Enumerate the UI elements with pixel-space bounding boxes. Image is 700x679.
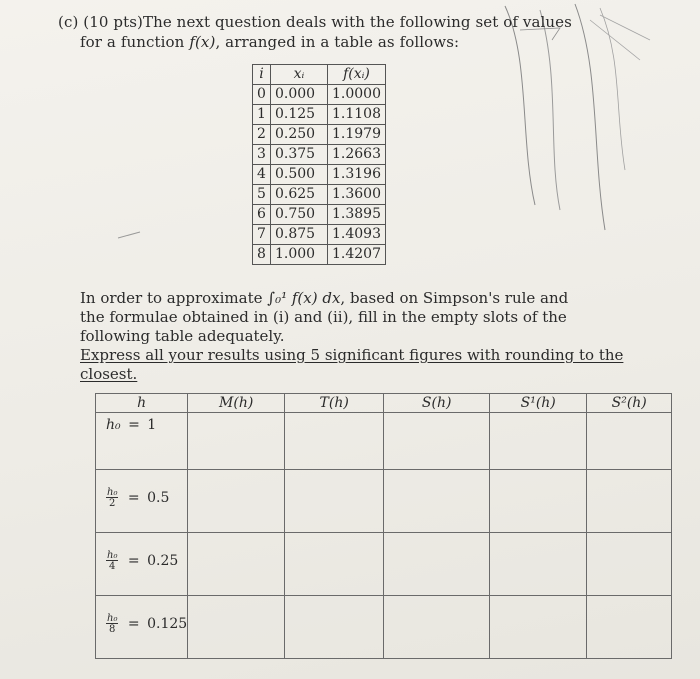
header-midpoint: M(h) <box>188 394 285 413</box>
fraction-denominator: 4 <box>109 561 116 572</box>
header-h: h <box>96 394 188 413</box>
h-fraction <box>106 614 118 634</box>
equals-sign: = <box>127 553 140 569</box>
instruction-text: , based on Simpson's rule and <box>340 289 569 307</box>
values-table-row <box>253 105 386 125</box>
answer-cell-S1[interactable] <box>490 413 587 470</box>
question-heading <box>58 12 578 52</box>
f-value: 1.3600 <box>328 185 386 205</box>
answer-cell-S[interactable] <box>384 596 490 659</box>
results-table-header <box>96 394 672 413</box>
equals-sign: = <box>128 417 140 433</box>
header-x: xᵢ <box>271 65 328 85</box>
answer-cell-M[interactable] <box>188 596 285 659</box>
answer-cell-S2[interactable] <box>587 596 672 659</box>
h-fraction <box>106 488 118 508</box>
row-index: 6 <box>253 205 271 225</box>
values-table <box>252 64 386 265</box>
row-index: 5 <box>253 185 271 205</box>
x-value: 0.000 <box>271 85 328 105</box>
results-row-h0-over-2 <box>96 470 672 533</box>
fraction-numerator: h₀ <box>107 487 118 498</box>
values-table-row <box>253 225 386 245</box>
x-value: 0.125 <box>271 105 328 125</box>
row-index: 4 <box>253 165 271 185</box>
results-row-h0-over-4 <box>96 533 672 596</box>
f-value: 1.0000 <box>328 85 386 105</box>
answer-cell-S2[interactable] <box>587 470 672 533</box>
question-label: (c) <box>58 13 79 31</box>
equals-sign: = <box>127 616 140 632</box>
answer-cell-T[interactable] <box>285 413 384 470</box>
values-table-row <box>253 145 386 165</box>
function-symbol: f(x) <box>189 33 216 51</box>
answer-cell-M[interactable] <box>188 533 285 596</box>
x-value: 0.500 <box>271 165 328 185</box>
instruction-line-3: following table adequately. <box>80 327 285 345</box>
h-value: 1 <box>147 417 157 433</box>
h-cell <box>96 413 188 470</box>
results-row-h0 <box>96 413 672 470</box>
f-value: 1.4207 <box>328 245 386 265</box>
x-value: 0.250 <box>271 125 328 145</box>
answer-cell-S2[interactable] <box>587 533 672 596</box>
answer-cell-S2[interactable] <box>587 413 672 470</box>
header-fx: f(xᵢ) <box>328 65 386 85</box>
instructions-paragraph <box>80 289 670 384</box>
answer-cell-S1[interactable] <box>490 470 587 533</box>
h-cell <box>96 470 188 533</box>
answer-cell-T[interactable] <box>285 533 384 596</box>
answer-cell-S1[interactable] <box>490 533 587 596</box>
row-index: 8 <box>253 245 271 265</box>
values-table-row <box>253 165 386 185</box>
x-value: 0.875 <box>271 225 328 245</box>
h-cell <box>96 533 188 596</box>
answer-cell-T[interactable] <box>285 470 384 533</box>
values-table-row <box>253 125 386 145</box>
equals-sign: = <box>127 490 140 506</box>
h-value: 0.5 <box>147 490 170 506</box>
instruction-text: In order to approximate <box>80 289 263 307</box>
row-index: 0 <box>253 85 271 105</box>
answer-cell-M[interactable] <box>188 470 285 533</box>
values-table-header <box>253 65 386 85</box>
f-value: 1.2663 <box>328 145 386 165</box>
f-value: 1.3196 <box>328 165 386 185</box>
question-line-2-post: , arranged in a table as follows: <box>215 33 460 51</box>
instruction-line-4: Express all your results using 5 significant figures with rounding to the closest. <box>80 346 624 383</box>
answer-cell-S[interactable] <box>384 533 490 596</box>
x-value: 0.375 <box>271 145 328 165</box>
values-table-row <box>253 85 386 105</box>
h-cell <box>96 596 188 659</box>
question-line-2-pre: for a function <box>80 33 185 51</box>
answer-cell-S1[interactable] <box>490 596 587 659</box>
header-simpson-1: S¹(h) <box>490 394 587 413</box>
answer-cell-M[interactable] <box>188 413 285 470</box>
h-value: 0.25 <box>147 553 179 569</box>
row-index: 2 <box>253 125 271 145</box>
answer-cell-S[interactable] <box>384 413 490 470</box>
results-table <box>95 393 672 659</box>
question-line-1: The next question deals with the following set of values <box>142 13 572 31</box>
values-table-row <box>253 245 386 265</box>
results-row-h0-over-8 <box>96 596 672 659</box>
x-value: 0.625 <box>271 185 328 205</box>
f-value: 1.3895 <box>328 205 386 225</box>
h-label: h₀ <box>106 417 121 433</box>
row-index: 1 <box>253 105 271 125</box>
f-value: 1.1108 <box>328 105 386 125</box>
instruction-line-1 <box>80 289 670 308</box>
header-trapezoid: T(h) <box>285 394 384 413</box>
x-value: 1.000 <box>271 245 328 265</box>
h-value: 0.125 <box>147 616 188 632</box>
integral-expression: ∫₀¹ f(x) dx <box>267 289 341 307</box>
fraction-denominator: 8 <box>109 624 116 635</box>
answer-cell-T[interactable] <box>285 596 384 659</box>
values-table-row <box>253 205 386 225</box>
fraction-denominator: 2 <box>109 498 116 509</box>
instruction-line-2: the formulae obtained in (i) and (ii), fill in the empty slots of the <box>80 308 567 326</box>
h-fraction <box>106 551 118 571</box>
row-index: 3 <box>253 145 271 165</box>
question-points: (10 pts) <box>83 13 143 31</box>
x-value: 0.750 <box>271 205 328 225</box>
f-value: 1.4093 <box>328 225 386 245</box>
fraction-numerator: h₀ <box>107 613 118 624</box>
f-value: 1.1979 <box>328 125 386 145</box>
values-table-row <box>253 185 386 205</box>
fraction-numerator: h₀ <box>107 550 118 561</box>
header-simpson-2: S²(h) <box>587 394 672 413</box>
row-index: 7 <box>253 225 271 245</box>
answer-cell-S[interactable] <box>384 470 490 533</box>
header-simpson: S(h) <box>384 394 490 413</box>
header-i: i <box>253 65 271 85</box>
